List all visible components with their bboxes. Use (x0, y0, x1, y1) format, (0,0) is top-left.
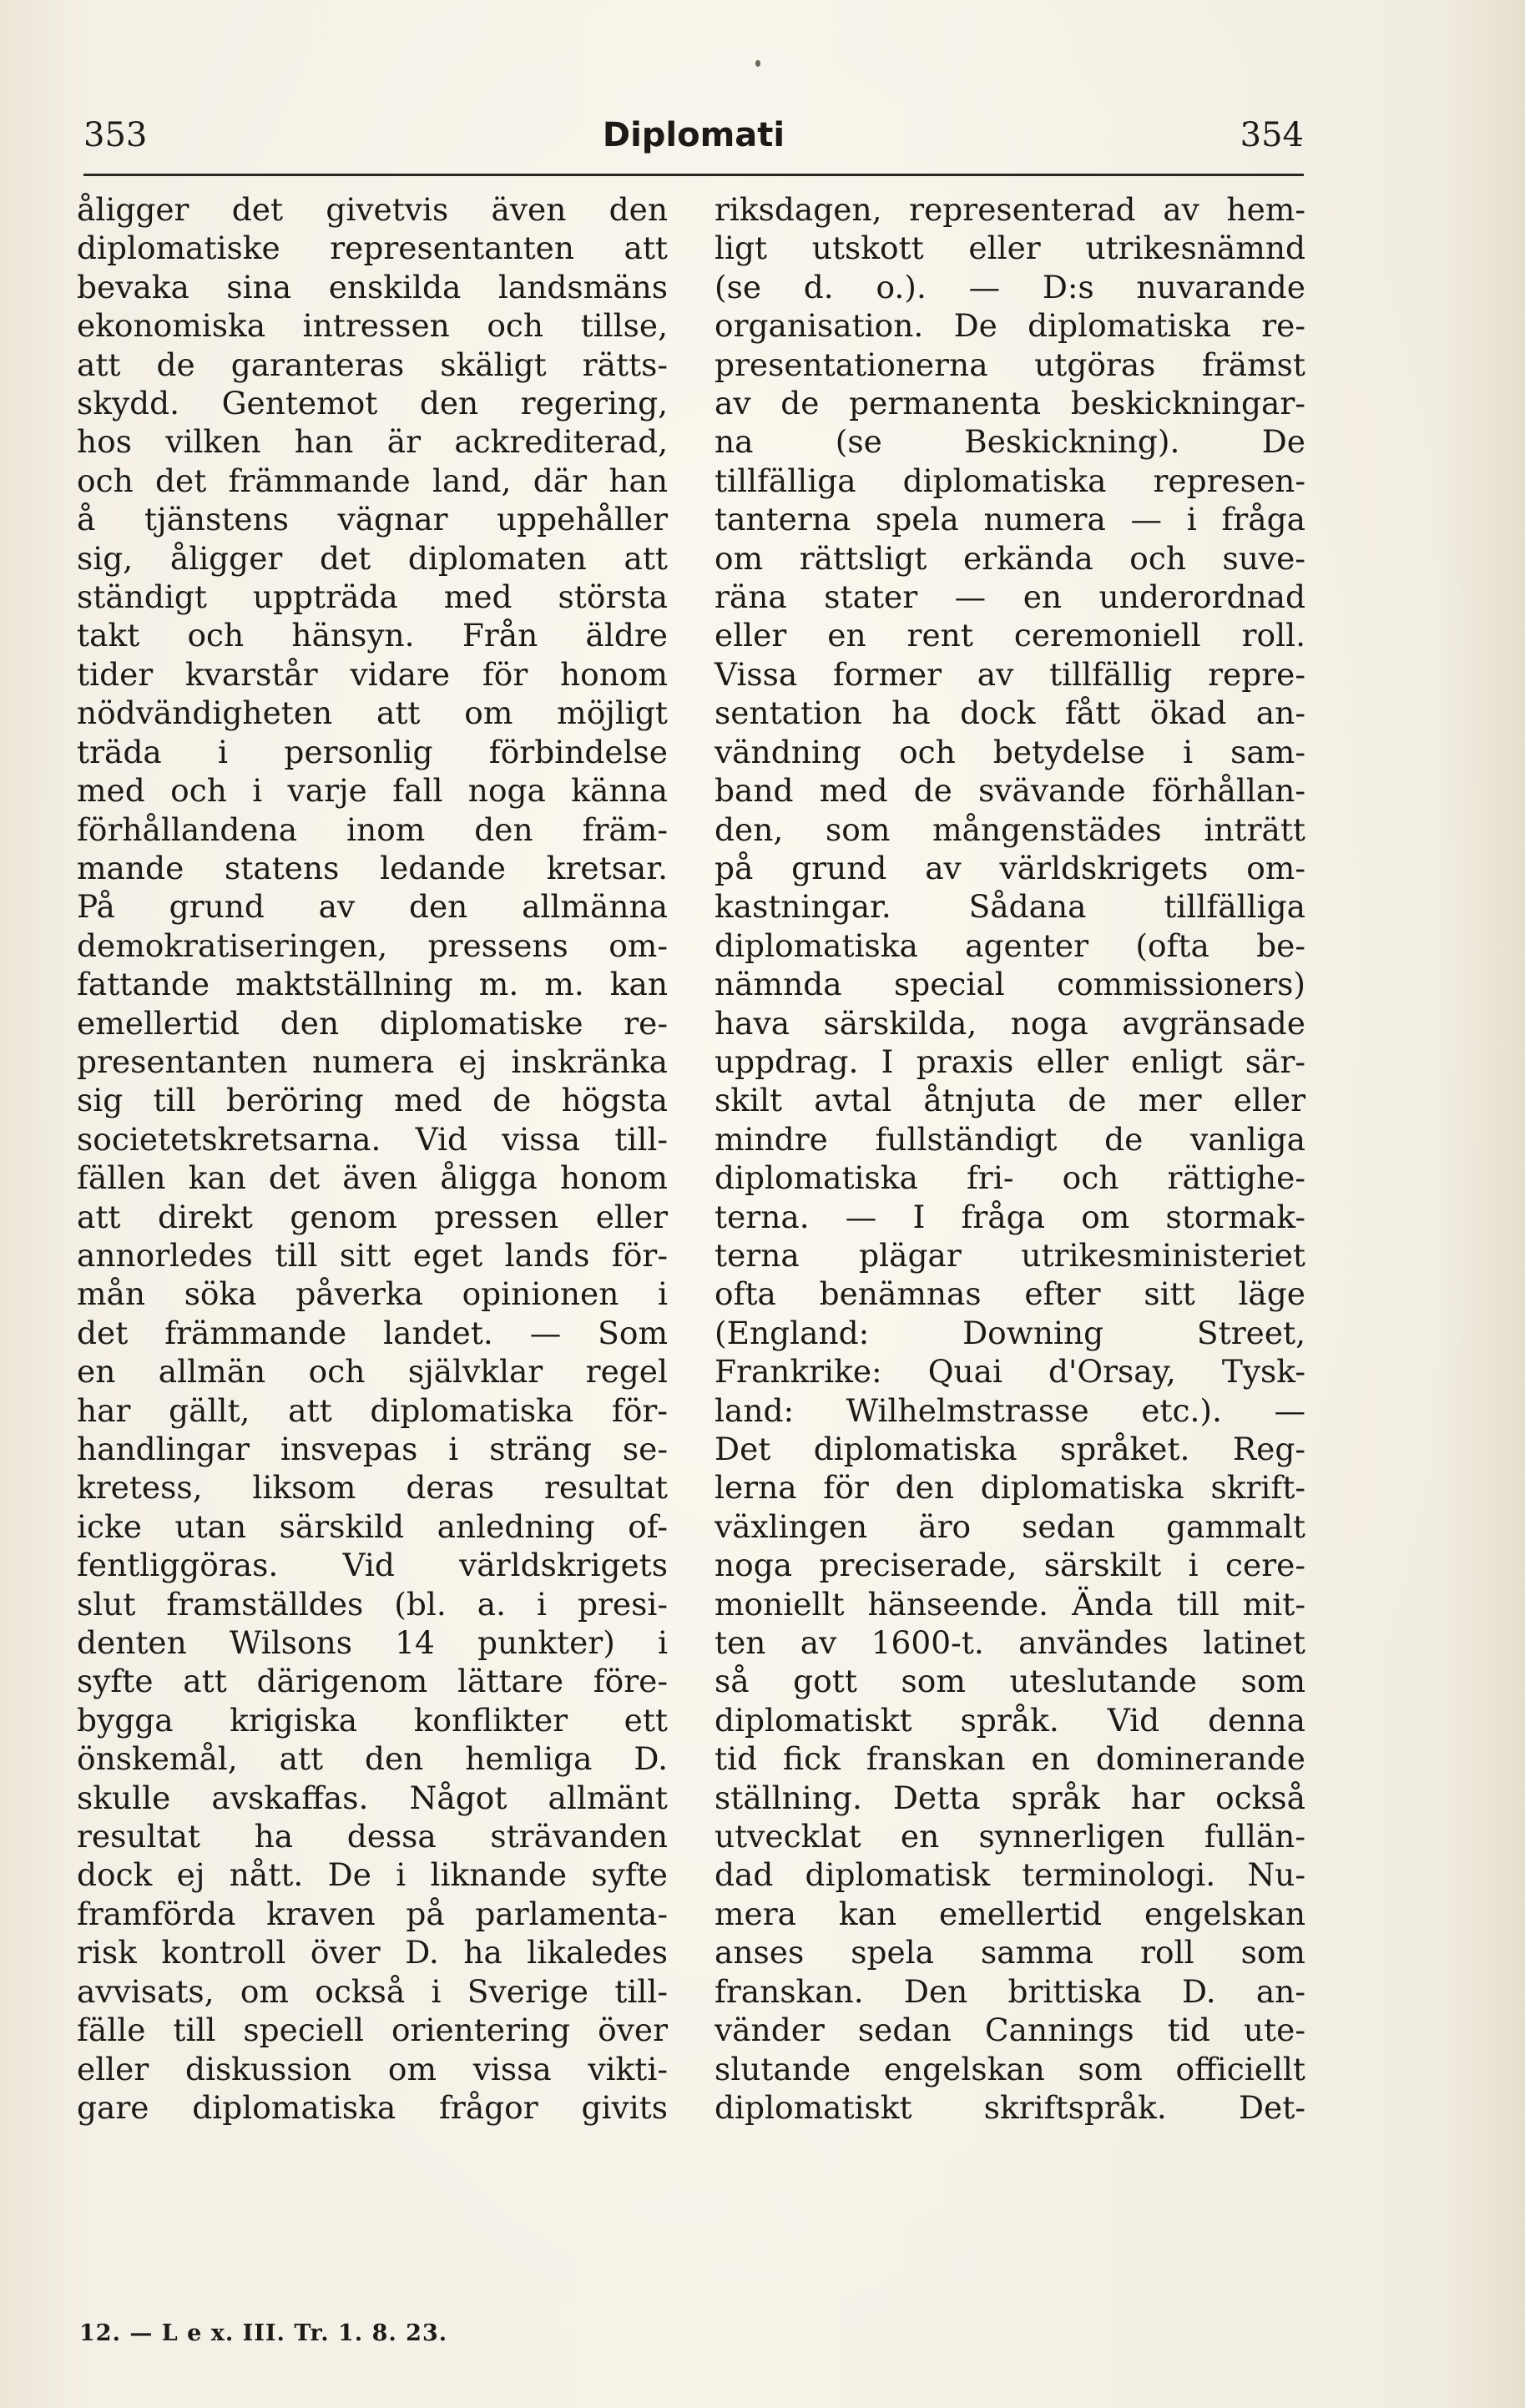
text-line: skilt avtal åtnjuta de mer eller (715, 1082, 1305, 1119)
text-line: eller diskussion om vissa vikti- (77, 2050, 668, 2087)
text-line: På grund av den allmänna (77, 888, 668, 926)
text-line: tanterna spela numera — i fråga (715, 501, 1305, 538)
text-line: fattande maktställning m. m. kan (77, 966, 668, 1003)
text-line: att direkt genom pressen eller (77, 1198, 668, 1235)
text-line: icke utan särskild anledning of- (77, 1507, 668, 1545)
text-line: franskan. Den brittiska D. an- (715, 1972, 1305, 2010)
text-line: nödvändigheten att om möjligt (77, 694, 668, 732)
text-line: bygga krigiska konflikter ett (77, 1701, 668, 1739)
text-line: en allmän och självklar regel (77, 1353, 668, 1391)
text-line: räna stater — en underordnad (715, 578, 1305, 616)
text-line: det främmande landet. — Som (77, 1314, 668, 1351)
text-line: terna plägar utrikesministeriet (715, 1236, 1305, 1274)
text-line: och det främmande land, där han (77, 462, 668, 499)
text-line: fällen kan det även åligga honom (77, 1159, 668, 1197)
page-number-right: 354 (1240, 116, 1304, 154)
text-line: kastningar. Sådana tillfälliga (715, 888, 1305, 926)
text-line: sig, åligger det diplomaten att (77, 539, 668, 577)
text-line: vänder sedan Cannings tid ute- (715, 2012, 1305, 2049)
page-number-left: 353 (83, 116, 148, 154)
text-line: med och i varje fall noga känna (77, 772, 668, 810)
running-title: Diplomati (602, 116, 785, 154)
text-line: annorledes till sitt eget lands för- (77, 1236, 668, 1274)
text-line: hava särskilda, noga avgränsade (715, 1004, 1305, 1042)
text-line: mera kan emellertid engelskan (715, 1895, 1305, 1932)
text-line: hos vilken han är ackrediterad, (77, 423, 668, 461)
text-line: har gällt, att diplomatiska för- (77, 1391, 668, 1429)
text-line: uppdrag. I praxis eller enligt sär- (715, 1042, 1305, 1080)
text-line: terna. — I fråga om stormak- (715, 1198, 1305, 1235)
text-line: förhållandena inom den främ- (77, 810, 668, 848)
text-line: träda i personlig förbindelse (77, 733, 668, 770)
text-line: den, som mångenstädes inträtt (715, 810, 1305, 848)
text-line: handlingar insvepas i sträng se- (77, 1431, 668, 1467)
text-line: om rättsligt erkända och suve- (715, 539, 1305, 577)
text-line: noga preciserade, särskilt i cere- (715, 1547, 1305, 1584)
text-line: anses spela samma roll som (715, 1934, 1305, 1971)
text-line: framförda kraven på parlamenta- (77, 1895, 668, 1932)
text-line: skulle avskaffas. Något allmänt (77, 1779, 668, 1816)
text-line: tid fick franskan en dominerande (715, 1740, 1305, 1778)
left-column (77, 190, 668, 2127)
text-line: Det diplomatiska språket. Reg- (715, 1431, 1305, 1467)
text-line: (se d. o.). — D:s nuvarande (715, 268, 1305, 305)
text-line: riksdagen, representerad av hem- (715, 191, 1305, 228)
text-line: land: Wilhelmstrasse etc.). — (715, 1391, 1305, 1429)
text-line: å tjänstens vägnar uppehåller (77, 501, 668, 538)
text-line: takt och hänsyn. Från äldre (77, 617, 668, 654)
text-line: denten Wilsons 14 punkter) i (77, 1624, 668, 1662)
text-line: Vissa former av tillfällig repre- (715, 655, 1305, 693)
text-line: diplomatiske representanten att (77, 230, 668, 267)
text-line: sig till beröring med de högsta (77, 1082, 668, 1119)
text-line: så gott som uteslutande som (715, 1663, 1305, 1700)
text-line: resultat ha dessa strävanden (77, 1818, 668, 1855)
text-line: lerna för den diplomatiska skrift- (715, 1469, 1305, 1507)
text-line: gare diplomatiska frågor givits (77, 2088, 668, 2126)
text-line: presentationerna utgöras främst (715, 346, 1305, 383)
print-mark (755, 60, 760, 67)
text-line: ställning. Detta språk har också (715, 1779, 1305, 1816)
text-line: skydd. Gentemot den regering, (77, 385, 668, 422)
text-line: nämnda special commissioners) (715, 966, 1305, 1003)
text-line: demokratiseringen, pressens om- (77, 926, 668, 964)
text-line: syfte att därigenom lättare före- (77, 1663, 668, 1700)
text-line: ekonomiska intressen och tillse, (77, 307, 668, 345)
right-column (715, 190, 1305, 2127)
text-line: diplomatiska agenter (ofta be- (715, 926, 1305, 964)
text-line: tillfälliga diplomatiska represen- (715, 462, 1305, 499)
text-line: mande statens ledande kretsar. (77, 849, 668, 886)
text-line: (England: Downing Street, (715, 1314, 1305, 1351)
text-line: åligger det givetvis även den (77, 191, 668, 228)
text-line: vändning och betydelse i sam- (715, 733, 1305, 770)
text-line: diplomatiskt språk. Vid denna (715, 1701, 1305, 1739)
text-line: band med de svävande förhållan- (715, 772, 1305, 810)
text-line: ten av 1600-t. användes latinet (715, 1624, 1305, 1662)
text-line: na (se Beskickning). De (715, 423, 1305, 461)
text-line: ständigt uppträda med största (77, 578, 668, 616)
text-line: diplomatiskt skriftspråk. Det- (715, 2088, 1305, 2126)
text-line: växlingen äro sedan gammalt (715, 1507, 1305, 1545)
text-line: utvecklat en synnerligen fullän- (715, 1818, 1305, 1855)
text-line: fälle till speciell orientering över (77, 2012, 668, 2049)
text-line: på grund av världskrigets om- (715, 849, 1305, 886)
text-line: fentliggöras. Vid världskrigets (77, 1547, 668, 1584)
text-line: avvisats, om också i Sverige till- (77, 1972, 668, 2010)
text-line: önskemål, att den hemliga D. (77, 1740, 668, 1778)
text-line: slutande engelskan som officiellt (715, 2050, 1305, 2087)
text-line: organisation. De diplomatiska re- (715, 307, 1305, 345)
text-line: kretess, liksom deras resultat (77, 1469, 668, 1507)
text-line: emellertid den diplomatiske re- (77, 1004, 668, 1042)
header-rule (83, 174, 1304, 176)
text-line: av de permanenta beskickningar- (715, 385, 1305, 422)
text-line: societetskretsarna. Vid vissa till- (77, 1120, 668, 1158)
text-line: ligt utskott eller utrikesnämnd (715, 230, 1305, 267)
text-line: dock ej nått. De i liknande syfte (77, 1856, 668, 1894)
text-line: tider kvarstår vidare för honom (77, 655, 668, 693)
printer-signature: 12. — L e x. III. Tr. 1. 8. 23. (79, 2320, 448, 2346)
text-line: ofta benämnas efter sitt läge (715, 1275, 1305, 1313)
text-line: eller en rent ceremoniell roll. (715, 617, 1305, 654)
page-header (83, 109, 1304, 175)
text-line: presentanten numera ej inskränka (77, 1042, 668, 1080)
text-line: bevaka sina enskilda landsmäns (77, 268, 668, 305)
text-line: slut framställdes (bl. a. i presi- (77, 1585, 668, 1623)
text-line: Frankrike: Quai d'Orsay, Tysk- (715, 1353, 1305, 1391)
text-line: moniellt hänseende. Ända till mit- (715, 1585, 1305, 1623)
text-line: att de garanteras skäligt rätts- (77, 346, 668, 383)
text-line: mån söka påverka opinionen i (77, 1275, 668, 1313)
text-line: sentation ha dock fått ökad an- (715, 694, 1305, 732)
text-line: diplomatiska fri- och rättighe- (715, 1159, 1305, 1197)
text-line: dad diplomatisk terminologi. Nu- (715, 1856, 1305, 1894)
text-line: mindre fullständigt de vanliga (715, 1120, 1305, 1158)
text-line: risk kontroll över D. ha likaledes (77, 1934, 668, 1971)
